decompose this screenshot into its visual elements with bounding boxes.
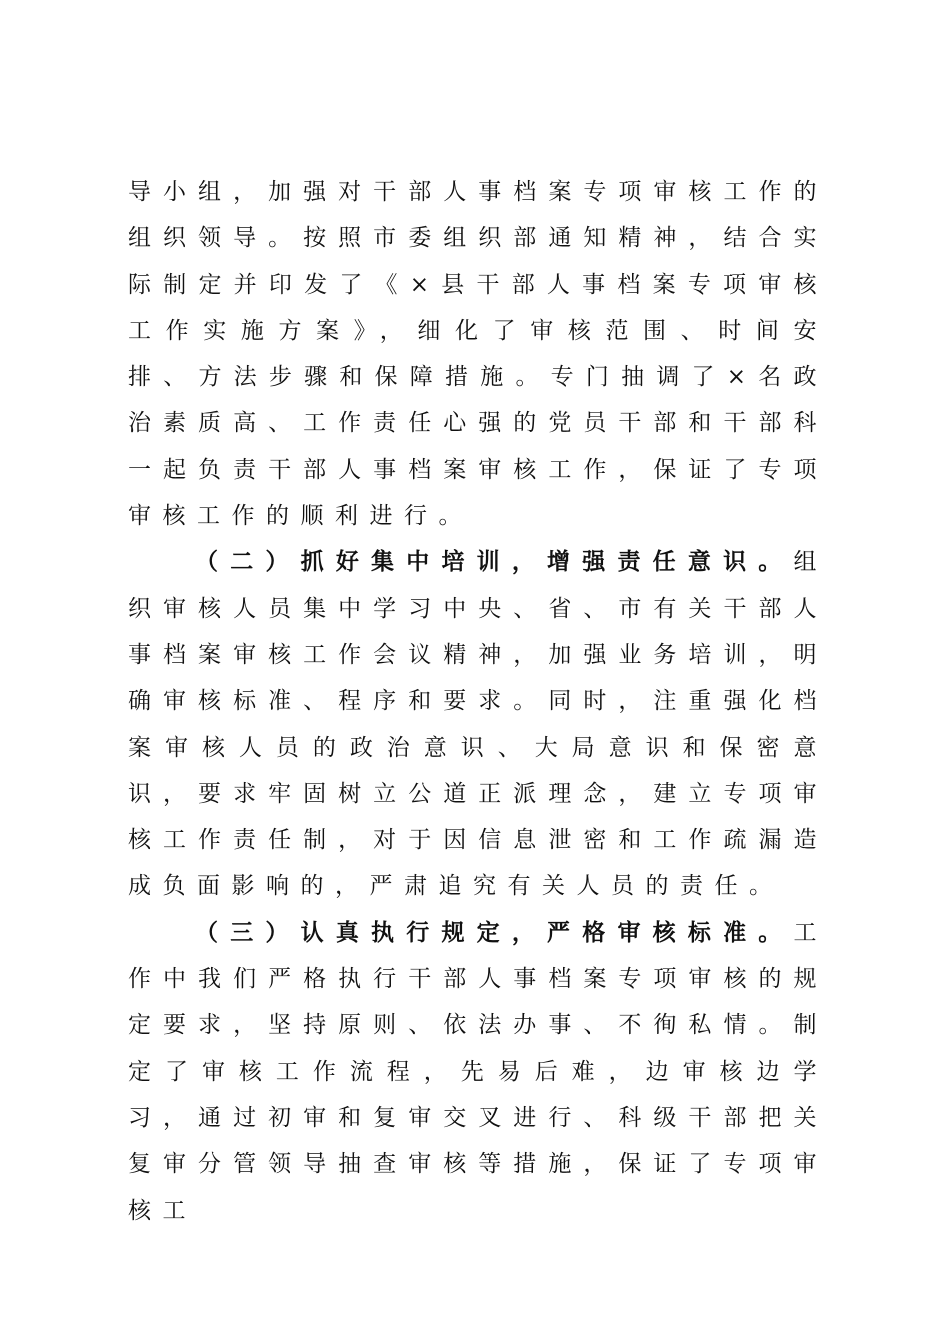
- paragraph-2-body: 组织审核人员集中学习中央、省、市有关干部人事档案审核工作会议精神，加强业务培训，明确审核标准、程序和要求。同时，注重强化档案审核人员的政治意识、大局意识和保密意识，要求牢固树立公道正派理念，建立专项审核工作责任制，对于因信息泄密和工作疏漏造成负面影响的，严肃追究有关人员的责任。: [128, 549, 828, 900]
- section-3-heading: （三）认真执行规定，严格审核标准。: [195, 919, 794, 946]
- paragraph-1-body: 导小组，加强对干部人事档案专项审核工作的组织领导。按照市委组织部通知精神，结合实际制定并印发了《×县干部人事档案专项审核工作实施方案》，细化了审核范围、时间安排、方法步骤和保障措施。专门抽调了×名政治素质高、工作责任心强的党员干部和干部科一起负责干部人事档案审核工作，保证了专项审核工作的顺利进行。: [128, 179, 828, 530]
- paragraph-section-2: [128, 539, 828, 909]
- section-2-heading: （二）抓好集中培训，增强责任意识。: [195, 549, 794, 576]
- paragraph-section-3: [128, 910, 828, 1234]
- document-body: [128, 169, 828, 1234]
- paragraph-3-body: 工作中我们严格执行干部人事档案专项审核的规定要求，坚持原则、依法办事、不徇私情。制定了审核工作流程，先易后难，边审核边学习，通过初审和复审交叉进行、科级干部把关复审分管领导抽查审核等措施，保证了专项审核工: [128, 919, 828, 1224]
- paragraph-continued: [128, 169, 828, 539]
